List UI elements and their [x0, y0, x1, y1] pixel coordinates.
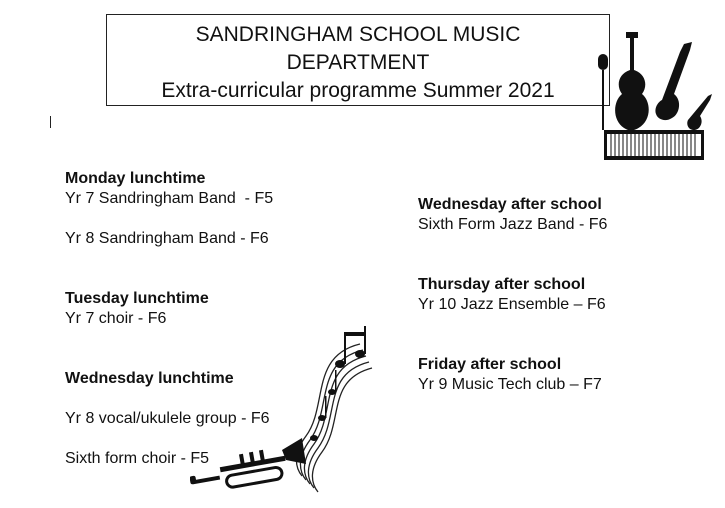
list-item: Yr 10 Jazz Ensemble – F6 [418, 296, 606, 313]
thursday-after-school-section [418, 275, 718, 315]
friday-after-school-heading: Friday after school [418, 356, 562, 373]
monday-lunchtime-section [65, 169, 365, 249]
left-column [65, 169, 365, 469]
tuesday-lunchtime-heading: Tuesday lunchtime [65, 290, 209, 307]
wednesday-lunchtime-heading: Wednesday lunchtime [65, 370, 234, 387]
list-item: Yr 8 Sandringham Band - F6 [65, 230, 269, 247]
list-item: Yr 7 choir - F6 [65, 310, 167, 327]
wednesday-after-school-heading: Wednesday after school [418, 196, 602, 213]
title-line-3: Extra-curricular programme Summer 2021 [161, 79, 555, 102]
text-cursor [50, 116, 51, 128]
wednesday-after-school-section [418, 195, 718, 235]
list-item: Yr 8 vocal/ukulele group - F6 [65, 410, 270, 427]
title-box [106, 14, 610, 106]
list-item: Yr 7 Sandringham Band - F5 [65, 190, 274, 207]
wednesday-lunchtime-section [65, 369, 365, 469]
title-line-2: DEPARTMENT [286, 51, 430, 74]
friday-after-school-section [418, 355, 718, 395]
monday-lunchtime-heading: Monday lunchtime [65, 170, 206, 187]
right-column [418, 195, 718, 395]
title-line-1: SANDRINGHAM SCHOOL MUSIC [195, 23, 521, 46]
list-item: Yr 9 Music Tech club – F7 [418, 376, 602, 393]
thursday-after-school-heading: Thursday after school [418, 276, 586, 293]
list-item: Sixth form choir - F5 [65, 450, 210, 467]
tuesday-lunchtime-section [65, 289, 365, 329]
instruments-illustration-icon [596, 30, 722, 162]
list-item: Sixth Form Jazz Band - F6 [418, 216, 608, 233]
